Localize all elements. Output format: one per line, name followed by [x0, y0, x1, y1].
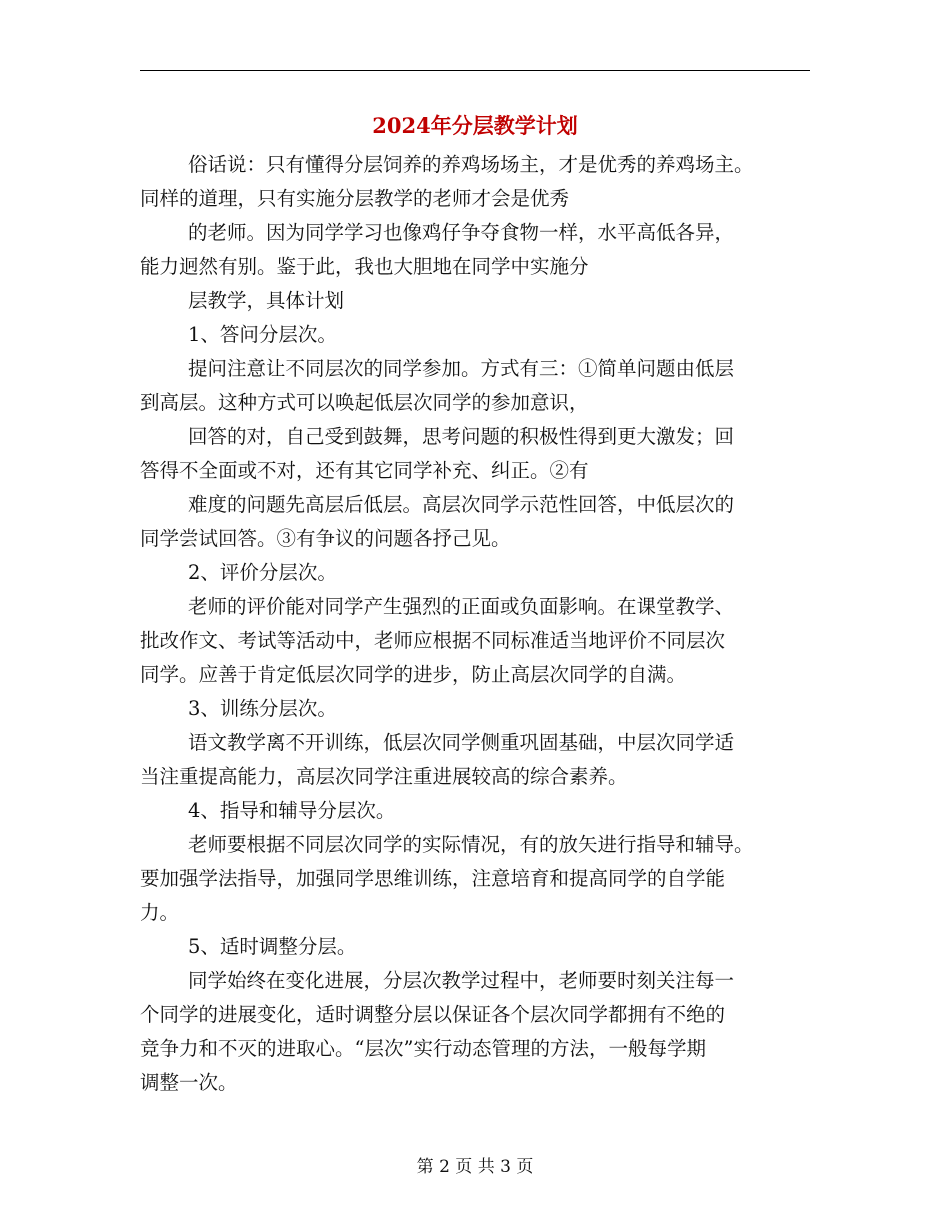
paragraph [140, 726, 820, 794]
paragraph [140, 216, 820, 284]
paragraph [140, 964, 820, 1100]
text-line: 层教学，具体计划 [188, 289, 345, 312]
text-line: 4、指导和辅导分层次。 [188, 799, 396, 822]
text-line: 个同学的进展变化，适时调整分层以保证各个层次同学都拥有不绝的 [140, 1003, 726, 1026]
text-line: 语文教学离不开训练，低层次同学侧重巩固基础，中层次同学适 [188, 731, 735, 754]
text-line: 难度的问题先高层后低层。高层次同学示范性回答，中低层次的 [188, 493, 735, 516]
paragraph [140, 828, 820, 930]
section-heading [140, 794, 820, 828]
text-line: 当注重提高能力，高层次同学注重进展较高的综合素养。 [140, 765, 628, 788]
text-line: 要加强学法指导，加强同学思维训练，注意培育和提高同学的自学能 [140, 867, 726, 890]
paragraph [140, 148, 820, 216]
text-line: 5、适时调整分层。 [188, 935, 357, 958]
paragraph [140, 590, 820, 692]
document-title: 2024年分层教学计划 [372, 113, 578, 138]
paragraph [140, 352, 820, 420]
text-line: 的老师。因为同学学习也像鸡仔争夺食物一样，水平高低各异， [188, 221, 735, 244]
header-rule [140, 70, 810, 71]
section-heading [140, 692, 820, 726]
text-line: 竞争力和不灭的进取心。“层次”实行动态管理的方法，一般每学期 [140, 1037, 706, 1060]
text-line: 老师的评价能对同学产生强烈的正面或负面影响。在课堂教学、 [188, 595, 735, 618]
section-heading [140, 556, 820, 590]
text-line: 2、评价分层次。 [188, 561, 337, 584]
text-line: 同学。应善于肯定低层次同学的进步，防止高层次同学的自满。 [140, 663, 687, 686]
page-number: 第 2 页 共 3 页 [416, 1157, 534, 1177]
text-line: 1、答问分层次。 [188, 323, 337, 346]
paragraph [140, 420, 820, 488]
text-line: 到高层。这种方式可以唤起低层次同学的参加意识， [140, 391, 589, 414]
text-line: 提问注意让不同层次的同学参加。方式有三：①简单问题由低层 [188, 357, 735, 380]
text-line: 俗话说：只有懂得分层饲养的养鸡场场主，才是优秀的养鸡场主。 [188, 153, 754, 176]
text-line: 批改作文、考试等活动中，老师应根据不同标准适当地评价不同层次 [140, 629, 726, 652]
paragraph [140, 284, 820, 318]
text-line: 同样的道理，只有实施分层教学的老师才会是优秀 [140, 187, 570, 210]
text-line: 回答的对，自己受到鼓舞，思考问题的积极性得到更大激发；回 [188, 425, 735, 448]
paragraph [140, 488, 820, 556]
text-line: 调整一次。 [140, 1071, 238, 1094]
section-heading [140, 930, 820, 964]
text-line: 答得不全面或不对，还有其它同学补充、纠正。②有 [140, 459, 589, 482]
section-heading [140, 318, 820, 352]
text-line: 能力迥然有别。鉴于此，我也大胆地在同学中实施分 [140, 255, 589, 278]
text-line: 同学尝试回答。③有争议的问题各抒己见。 [140, 527, 511, 550]
text-line: 3、训练分层次。 [188, 697, 337, 720]
document-body [140, 148, 820, 1100]
text-line: 老师要根据不同层次同学的实际情况，有的放矢进行指导和辅导。 [188, 833, 754, 856]
text-line: 力。 [140, 901, 180, 924]
text-line: 同学始终在变化进展，分层次教学过程中，老师要时刻关注每一 [188, 969, 735, 992]
